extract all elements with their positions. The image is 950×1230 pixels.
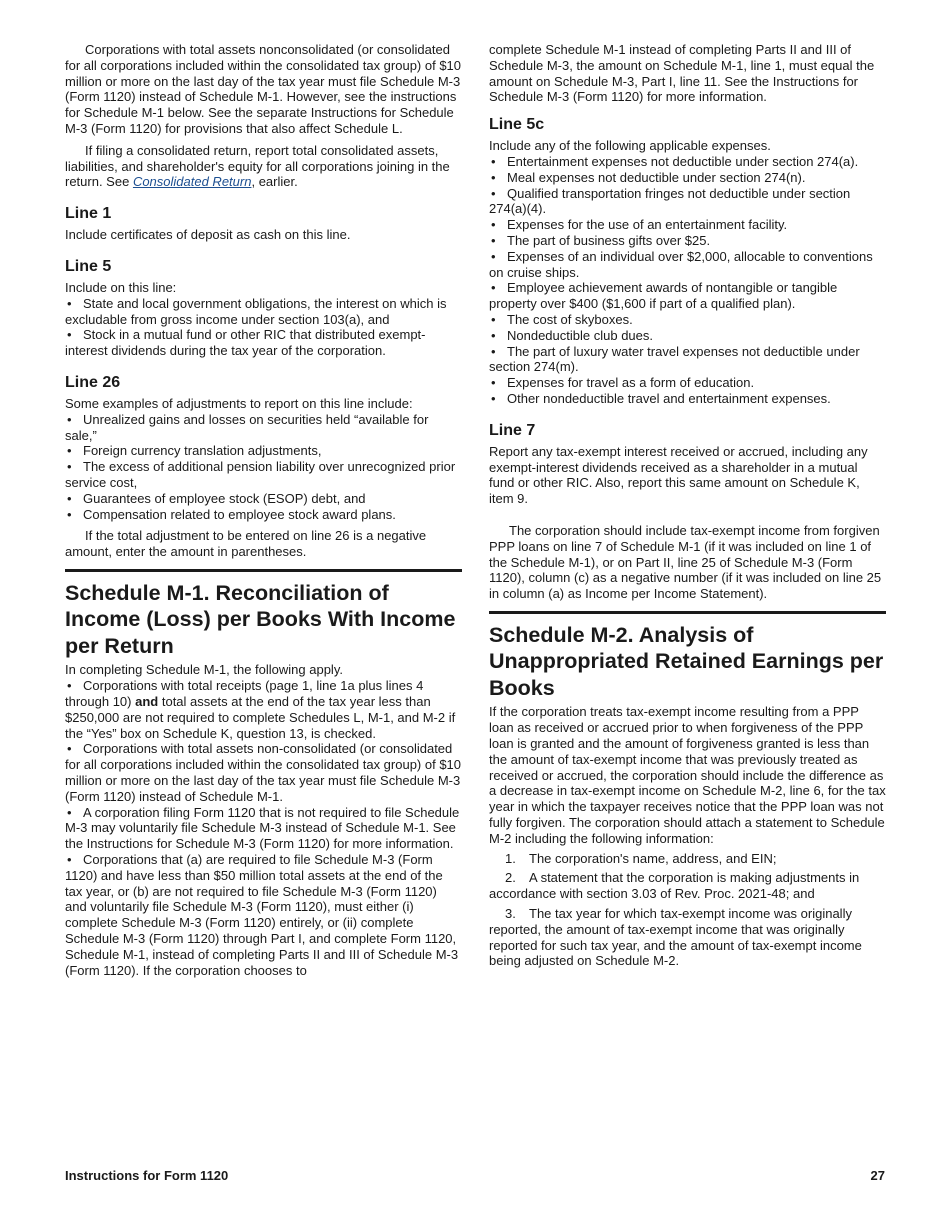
schedule-m2-text: If the corporation treats tax-exempt income resulting from a PPP loan as received or accrued prior to when forgiveness of the PPP loan is granted and the amount of forgiveness granted is less than the amount of tax-exempt income that was previously treated as received or accrued, the corporation should include the difference as a decrease in tax-exempt income on Schedule M-2, line 6, for the tax year in which the taxpayer receives notice that the PPP loan was not fully forgiven. The corporation should attach a statement to Schedule M-2 including the following information:	[489, 704, 886, 846]
line-7-text: Report any tax-exempt interest received or accrued, including any exempt-interest dividends received as a shareholder in a mutual fund or other RIC. Also, report this same amount on Schedule K, item 9.	[489, 443, 868, 507]
line-26-bullet: • Compensation related to employee stock award plans.	[65, 507, 462, 523]
schedule-m1-bullet-1-a: Corporations with total receipts (page 1, line 1a plus lines 4 through 10)	[65, 678, 424, 710]
line-26-bullet: • Foreign currency translation adjustments,	[65, 443, 462, 459]
item-number: 2.	[505, 870, 516, 886]
line-26-closing: If the total adjustment to be entered on line 26 is a negative amount, enter the amount in parentheses.	[65, 528, 427, 560]
line-1-heading: Line 1	[65, 205, 112, 223]
line-5c-bullet: • Qualified transportation fringes not deductible under section 274(a)(4).	[489, 186, 886, 218]
line-5c-bullet: • Expenses of an individual over $2,000, allocable to conventions on cruise ships.	[489, 249, 886, 281]
line-5-bullet: • State and local government obligations, the interest on which is excludable from gross income under section 103(a), and	[65, 296, 462, 328]
line-5c-bullet: • Expenses for the use of an entertainment facility.	[489, 217, 886, 233]
line-7-text-2: The corporation should include tax-exempt income from forgiven PPP loans on line 7 of Schedule M-1 (if it was included on line 1 of the Schedule M-1), or on Part II, line 25 of Schedule M-3 (Form 1120), column (c) as a negative number (if it was included on line 25 in column (a) as Income per Income Statement).	[489, 522, 882, 602]
schedule-m1-bullet: • Corporations that (a) are required to file Schedule M-3 (Form 1120) and have less than $50 million total assets at the end of the tax year, or (b) are not required to file Schedule M-3 (Form 1120) and voluntarily file Schedule M-3 (Form 1120), must either (i) complete Schedule M-3 (Form 1120) entirely, or (ii) complete Schedule M-3 (Form 1120) through Part I, and complete Form 1120, Schedule M-1, instead of completing Parts II and III of Schedule M-3 (Form 1120). If the corporation chooses to	[65, 852, 462, 978]
schedule-m2-heading: Schedule M-2. Analysis of Unappropriated Retained Earnings per Books	[489, 611, 886, 702]
schedule-m2-item	[489, 851, 886, 867]
right-column	[489, 42, 886, 969]
line-5-heading: Line 5	[65, 257, 112, 275]
line-26-bullet: • Unrealized gains and losses on securities held “available for sale,”	[65, 412, 462, 444]
item-text: A statement that the corporation is making adjustments in accordance with section 3.03 of Rev. Proc. 2021-48; and	[489, 870, 860, 902]
line-26-bullet: • The excess of additional pension liability over unrecognized prior service cost,	[65, 459, 462, 491]
line-26-text: Some examples of adjustments to report on this line include:	[65, 395, 413, 411]
line-26-bullet: • Guarantees of employee stock (ESOP) debt, and	[65, 491, 462, 507]
line-5c-bullet: • The part of business gifts over $25.	[489, 233, 886, 249]
item-text: The corporation's name, address, and EIN;	[529, 850, 777, 866]
line-5c-bullet: • Expenses for travel as a form of education.	[489, 375, 886, 391]
schedule-m2-item	[489, 870, 886, 902]
line-7-heading: Line 7	[489, 421, 536, 439]
line-5c-bullet: • Employee achievement awards of nontangible or tangible property over $400 ($1,600 if part of a qualified plan).	[489, 280, 886, 312]
intro-paragraph-2-text-a: If filing a consolidated return, report total consolidated assets, liabilities, and shareholder's equity for all corporations joining in the return. See	[65, 142, 450, 190]
footer-title: Instructions for Form 1120	[65, 1168, 229, 1183]
item-number: 3.	[505, 905, 516, 921]
line-5c-bullet: • Other nondeductible travel and entertainment expenses.	[489, 391, 886, 407]
schedule-m2-item	[489, 906, 886, 969]
schedule-m1-bullet	[65, 678, 462, 741]
schedule-m1-section	[65, 569, 462, 978]
intro-paragraph-2	[65, 143, 462, 190]
schedule-m1-bullet-1-b: total assets at the end of the tax year less than $250,000 are not required to complete Schedules L, M-1, and M-2 if the “Yes” box on Schedule K, question 13, is checked.	[65, 694, 456, 741]
line-5-text: Include on this line:	[65, 279, 177, 295]
line-26-heading: Line 26	[65, 373, 121, 391]
page-number: 27	[870, 1168, 885, 1183]
schedule-m2-section	[489, 611, 886, 969]
schedule-m1-bullet: • Corporations with total assets non-consolidated (or consolidated for all corporations included within the consolidated tax group) of $10 million or more on the last day of the tax year must file Schedule M-3 (Form 1120) instead of Schedule M-1.	[65, 741, 462, 804]
intro-paragraph-1: Corporations with total assets nonconsolidated (or consolidated for all corporations included within the consolidated tax group) of $10 million or more on the last day of the tax year must file Schedule M-3 (Form 1120) instead of Schedule M-1. However, see the instructions for Schedule M-1 below. See the separate Instructions for Schedule M-3 (Form 1120) for provisions that also affect Schedule L.	[65, 42, 462, 136]
item-text: The tax year for which tax-exempt income was originally reported, the amount of tax-exempt income that was originally reported for such tax year, and the amount of tax-exempt income being adjusted on Schedule M-2.	[489, 905, 862, 969]
line-5c-bullet: • The cost of skyboxes.	[489, 312, 886, 328]
line-5c-bullet: • Nondeductible club dues.	[489, 328, 886, 344]
line-5c-bullet: • Entertainment expenses not deductible under section 274(a).	[489, 154, 886, 170]
schedule-m1-bullet-1-bold: and	[135, 694, 159, 710]
schedule-m1-intro: In completing Schedule M-1, the following apply.	[65, 662, 343, 678]
item-number: 1.	[505, 850, 516, 866]
consolidated-return-link[interactable]: Consolidated Return	[132, 174, 252, 190]
line-5c-bullet: • Meal expenses not deductible under section 274(n).	[489, 170, 886, 186]
left-column	[65, 42, 462, 978]
line-5c-bullet: • The part of luxury water travel expenses not deductible under section 274(m).	[489, 344, 886, 376]
line-1-text: Include certificates of deposit as cash on this line.	[65, 227, 351, 243]
page-footer	[65, 1168, 885, 1184]
line-5c-heading: Line 5c	[489, 116, 545, 134]
schedule-m1-heading: Schedule M-1. Reconciliation of Income (Loss) per Books With Income per Return	[65, 569, 462, 660]
schedule-m1-continuation: complete Schedule M-1 instead of completing Parts II and III of Schedule M-3, the amount on Schedule M-1, line 1, must equal the amount on Schedule M-3, Part I, line 11. See the Instructions for Schedule M-3 (Form 1120) for more information.	[489, 42, 875, 105]
intro-paragraph-2-text-b: , earlier.	[251, 174, 298, 190]
line-5c-text: Include any of the following applicable expenses.	[489, 138, 771, 154]
line-5-bullet: • Stock in a mutual fund or other RIC that distributed exempt-interest dividends during the tax year of the corporation.	[65, 327, 462, 359]
schedule-m1-bullet: • A corporation filing Form 1120 that is not required to file Schedule M-3 may voluntarily file Schedule M-3 instead of Schedule M-1. See the Instructions for Schedule M-3 (Form 1120) for more information.	[65, 805, 462, 852]
